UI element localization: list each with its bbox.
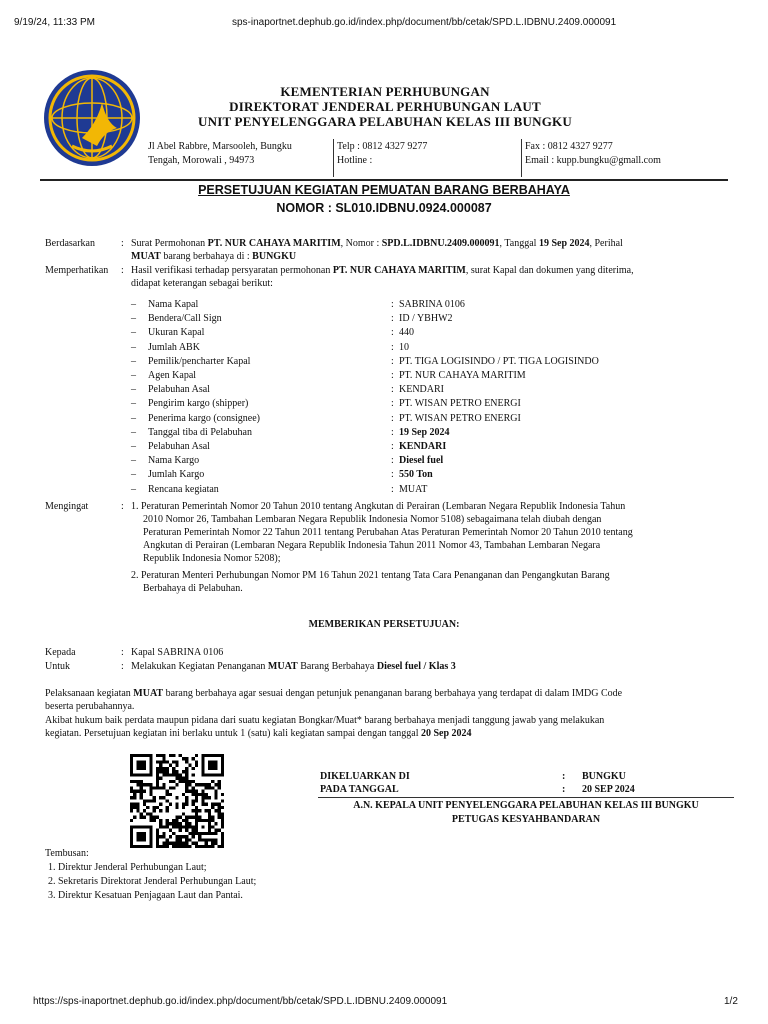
detail-value: PT. NUR CAHAYA MARITIM [399, 370, 526, 381]
address-line-1: Jl Abel Rabbre, Marsooleh, Bungku [148, 141, 292, 152]
memberikan-persetujuan-heading: MEMBERIKAN PERSETUJUAN: [308, 619, 460, 630]
detail-colon: : [391, 341, 394, 353]
detail-value: Diesel fuel [399, 455, 444, 467]
detail-value: PT. TIGA LOGISINDO / PT. TIGA LOGISINDO [399, 355, 599, 367]
berdasarkan-label: Berdasarkan [45, 238, 95, 249]
detail-dash: – [131, 469, 136, 481]
ministry-logo-icon [42, 68, 142, 168]
detail-label: Agen Kapal [148, 370, 197, 381]
detail-label: Pelabuhan Asal [148, 384, 210, 396]
detail-value: ID / YBHW2 [399, 313, 453, 325]
detail-row [0, 355, 768, 368]
detail-colon: : [391, 355, 394, 367]
detail-colon: : [391, 299, 394, 310]
page-number: 1/2 [724, 996, 738, 1007]
detail-dash: – [131, 299, 136, 310]
detail-colon: : [391, 483, 394, 495]
detail-dash: – [131, 327, 136, 339]
document-number: NOMOR : SL010.IDBNU.0924.000087 [276, 201, 492, 215]
document-title: PERSETUJUAN KEGIATAN PEMUATAN BARANG BERBAHAYA [198, 183, 570, 197]
telp: Telp : 0812 4327 9277 [337, 141, 428, 152]
detail-dash: – [131, 384, 136, 396]
mengingat-line: Angkutan di Perairan (Lembaran Negara Republik Indonesia Tahun 2011 Nomor 43, Tambahan Lembaran Negara [143, 540, 601, 551]
detail-value: 440 [399, 327, 414, 339]
detail-label: Jumlah ABK [148, 341, 200, 353]
detail-colon: : [391, 370, 394, 381]
detail-colon: : [391, 412, 394, 424]
detail-row [0, 326, 768, 339]
detail-colon: : [391, 441, 394, 452]
memperhatikan-section: Memperhatikan : Hasil verifikasi terhadap persyaratan permohonan PT. NUR CAHAYA MARITIM, surat Kapal dan dokumen yang diterima, didapat keterangan sebagai berikut: [45, 265, 634, 289]
mengingat-line: 2010 Nomor 26, Tambahan Lembaran Negara Republik Indonesia Nomor 5108) sebagaimana telah diubah dengan [143, 514, 602, 525]
tembusan-item: 3. Direktur Kesatuan Penjagaan Laut dan Pantai. [48, 890, 243, 901]
detail-dash: – [131, 398, 136, 410]
kop-line-1: KEMENTERIAN PERHUBUNGAN [280, 84, 490, 99]
detail-row [0, 483, 768, 496]
print-datetime: 9/19/24, 11:33 PM [14, 17, 95, 28]
tembusan-item: 2. Sekretaris Direktorat Jenderal Perhubungan Laut; [48, 876, 257, 887]
dikeluarkan-label: DIKELUARKAN DI [320, 771, 410, 782]
detail-colon: : [391, 313, 394, 325]
mengingat-line: Berbahaya di Pelabuhan. [143, 583, 243, 594]
detail-row [0, 341, 768, 354]
kop-line-2: DIREKTORAT JENDERAL PERHUBUNGAN LAUT [229, 99, 541, 114]
detail-row [0, 369, 768, 382]
fax: Fax : 0812 4327 9277 [525, 141, 613, 152]
pada-tanggal-label: PADA TANGGAL [320, 784, 399, 795]
berdasarkan-section: Berdasarkan : Surat Permohonan PT. NUR CAHAYA MARITIM, Nomor : SPD.L.IDBNU.2409.000091, Tanggal 19 Sep 2024, Perihal MUAT barang berbahaya di : BUNGKU [45, 238, 623, 262]
pada-tanggal-value: 20 SEP 2024 [582, 784, 635, 795]
detail-label: Pemilik/pencharter Kapal [148, 355, 251, 367]
detail-colon: : [391, 455, 394, 467]
detail-dash: – [131, 483, 136, 495]
detail-row [0, 312, 768, 325]
detail-value: 19 Sep 2024 [399, 426, 450, 438]
address-line-2: Tengah, Morowali , 94973 [148, 155, 255, 166]
mengingat-line: 2. Peraturan Menteri Perhubungan Nomor PM 16 Tahun 2021 tentang Tata Cara Penanganan dan Pengangkutan Barang [131, 570, 610, 581]
detail-dash: – [131, 426, 136, 438]
detail-value: PT. WISAN PETRO ENERGI [399, 398, 521, 410]
detail-colon: : [391, 398, 394, 410]
mengingat-line: Republik Indonesia Nomor 5208); [143, 553, 281, 564]
petugas-kesyahbandaran: PETUGAS KESYAHBANDARAN [451, 814, 601, 825]
detail-label: Tanggal tiba di Pelabuhan [148, 426, 252, 438]
detail-dash: – [131, 455, 136, 467]
detail-colon: : [391, 426, 394, 438]
detail-dash: – [131, 370, 136, 381]
detail-row [0, 397, 768, 410]
detail-dash: – [131, 355, 136, 367]
detail-value: KENDARI [399, 441, 447, 452]
pelaksanaan-paragraph: Pelaksanaan kegiatan MUAT barang berbahaya agar sesuai dengan petunjuk penanganan barang berbahaya yang terdapat di dalam IMDG Code beserta perubahannya. Akibat hukum baik perdata maupun pidana dari suatu kegiatan Bongkar/Muat* barang berbahaya menjadi tanggung jawab yang melakukan kegiatan. Persetujuan kegiatan ini berlaku untuk 1 (satu) kali kegiatan sampai dengan tanggal 20 Sep 2024 [45, 688, 623, 739]
detail-row [0, 426, 768, 439]
mengingat-line: 1. Peraturan Pemerintah Nomor 20 Tahun 2010 tentang Angkutan di Perairan (Lembaran Negara Republik Indonesia Tahun [131, 501, 626, 512]
detail-label: Rencana kegiatan [148, 483, 219, 495]
email: Email : kupp.bungku@gmall.com [525, 155, 661, 166]
untuk-row: Untuk : Melakukan Kegiatan Penanganan MUAT Barang Berbahaya Diesel fuel / Klas 3 [45, 661, 456, 672]
tembusan-item: 1. Direktur Jenderal Perhubungan Laut; [48, 862, 207, 873]
detail-row [0, 298, 768, 311]
an-kepala: A.N. KEPALA UNIT PENYELENGGARA PELABUHAN KELAS III BUNGKU [353, 800, 699, 811]
memperhatikan-label: Memperhatikan [45, 265, 109, 276]
detail-value: 10 [399, 341, 409, 353]
detail-label: Ukuran Kapal [148, 327, 205, 339]
detail-label: Nama Kapal [148, 299, 199, 310]
mengingat-label: Mengingat [45, 501, 89, 512]
detail-label: Jumlah Kargo [148, 469, 205, 481]
detail-label: Pelabuhan Asal [148, 441, 210, 452]
detail-value: 550 Ton [399, 469, 433, 481]
detail-colon: : [391, 327, 394, 339]
detail-row [0, 383, 768, 396]
print-url-bottom[interactable]: https://sps-inaportnet.dephub.go.id/index.php/document/bb/cetak/SPD.L.IDBNU.2409.000091 [33, 996, 448, 1007]
dikeluarkan-value: BUNGKU [582, 771, 626, 782]
mengingat-line: Peraturan Pemerintah Nomor 22 Tahun 2011 tentang Perubahan Atas Peraturan Pemerintah Nomor 20 Tahun 2010 tentang [143, 527, 633, 538]
kepada-row: Kepada : Kapal SABRINA 0106 [45, 647, 224, 658]
detail-colon: : [391, 469, 394, 481]
mengingat-section: Mengingat : 1. Peraturan Pemerintah Nomor 20 Tahun 2010 tentang Angkutan di Perairan (Lembaran Negara Republik Indonesia Tahun 2010 Nomor 26, Tambahan Lembaran Negara Republik Indonesia Nomor 5108) sebagaimana telah diubah dengan Peraturan Pemerintah Nomor 22 Tahun 2011 tentang Perubahan Atas Peraturan Pemerintah Nomor 20 Tahun 2010 tentang Angkutan di Perairan (Lembaran Negara Republik Indonesia Tahun 2011 Nomor 43, Tambahan Lembaran Negara Republik Indonesia Nomor 5208); 2. Peraturan Menteri Perhubungan Nomor PM 16 Tahun 2021 tentang Tata Cara Penanganan dan Pengangkutan Barang Berbahaya di Pelabuhan. [45, 501, 633, 594]
qr-code-icon [130, 754, 224, 848]
detail-dash: – [131, 341, 136, 353]
hotline: Hotline : [337, 155, 373, 166]
detail-label: Nama Kargo [148, 455, 200, 467]
detail-dash: – [131, 313, 136, 325]
detail-row [0, 440, 768, 453]
detail-row [0, 454, 768, 467]
tembusan-label: Tembusan: [45, 848, 89, 859]
detail-row [0, 412, 768, 425]
detail-label: Penerima kargo (consignee) [148, 412, 260, 424]
detail-dash: – [131, 441, 136, 452]
detail-label: Bendera/Call Sign [148, 313, 222, 325]
detail-colon: : [391, 384, 394, 396]
detail-value: PT. WISAN PETRO ENERGI [399, 412, 521, 424]
detail-value: KENDARI [399, 384, 444, 396]
kop-line-3: UNIT PENYELENGGARA PELABUHAN KELAS III BUNGKU [198, 114, 572, 129]
detail-value: MUAT [399, 483, 428, 495]
detail-dash: – [131, 412, 136, 424]
detail-value: SABRINA 0106 [399, 299, 465, 310]
detail-row [0, 468, 768, 481]
detail-label: Pengirim kargo (shipper) [148, 398, 249, 410]
print-url-top[interactable]: sps-inaportnet.dephub.go.id/index.php/document/bb/cetak/SPD.L.IDBNU.2409.000091 [232, 17, 617, 28]
